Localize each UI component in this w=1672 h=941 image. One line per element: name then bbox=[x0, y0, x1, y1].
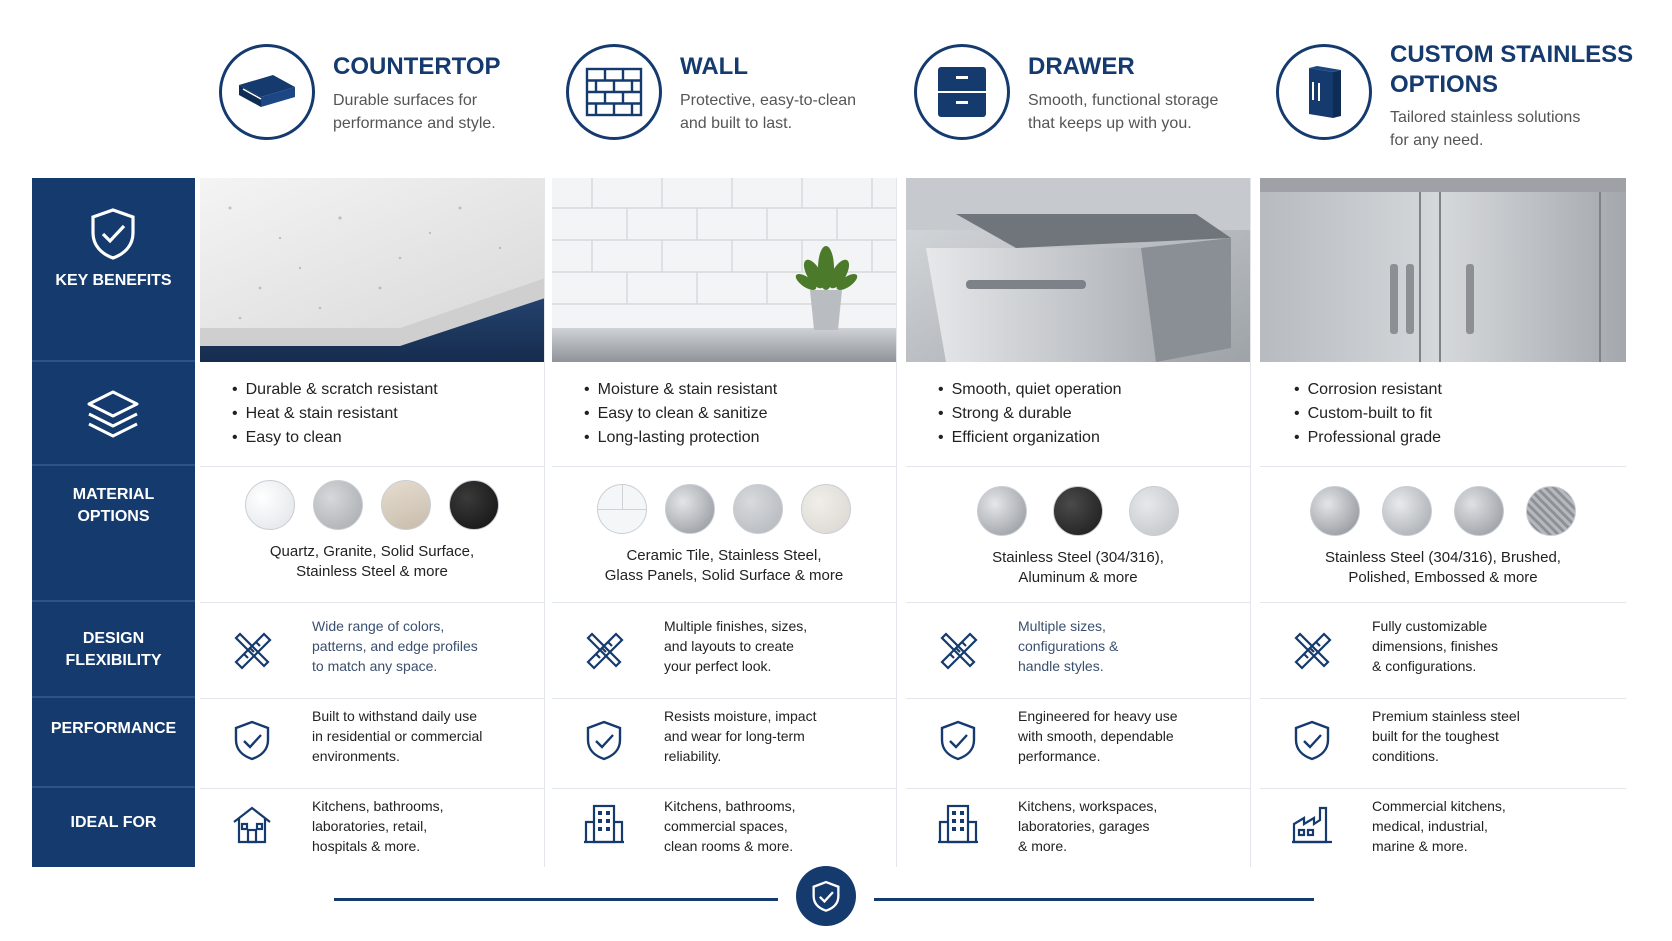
layers-icon bbox=[85, 386, 141, 442]
category-description: Protective, easy-to-clean and built to last. bbox=[680, 92, 857, 132]
design-text: Multiple finishes, sizes, and layouts to create your perfect look. bbox=[664, 618, 808, 674]
row-label-design-flexibility: DESIGN FLEXIBILITY bbox=[32, 602, 195, 698]
row-label-ideal-for: IDEAL FOR bbox=[70, 814, 157, 831]
shield-check-icon bbox=[230, 718, 274, 762]
swatch-glass-panel bbox=[733, 484, 783, 534]
list-item: • Strong & durable bbox=[938, 402, 1122, 426]
category-title: WALL bbox=[680, 53, 748, 80]
footer-shield-badge bbox=[796, 866, 856, 926]
swatch-stainless-black bbox=[449, 480, 499, 530]
benefits-list bbox=[584, 378, 777, 450]
building-icon bbox=[582, 802, 626, 846]
column-wall bbox=[552, 178, 897, 867]
ruler-pencil-icon bbox=[936, 628, 980, 672]
list-item: • Long-lasting protection bbox=[584, 426, 777, 450]
design-text: Wide range of colors, patterns, and edge profiles to match any space. bbox=[312, 618, 478, 674]
row-label-key-benefits: KEY BENEFITS bbox=[32, 178, 195, 362]
swatch-black-steel bbox=[1053, 486, 1103, 536]
column-drawer bbox=[906, 178, 1251, 867]
row-label-material-options: MATERIAL OPTIONS bbox=[32, 466, 195, 602]
material-description: Ceramic Tile, Stainless Steel, Glass Panels, Solid Surface & more bbox=[604, 547, 844, 584]
swatch-brushed bbox=[1382, 486, 1432, 536]
custom-stainless-photo bbox=[1260, 178, 1626, 362]
design-text: Multiple sizes, configurations & handle styles. bbox=[1018, 618, 1119, 674]
ruler-pencil-icon bbox=[230, 628, 274, 672]
list-item: • Efficient organization bbox=[938, 426, 1122, 450]
list-item: • Smooth, quiet operation bbox=[938, 378, 1122, 402]
list-item: • Heat & stain resistant bbox=[232, 402, 438, 426]
material-swatches bbox=[552, 484, 896, 534]
countertop-photo bbox=[200, 178, 544, 362]
swatch-solid-surface bbox=[801, 484, 851, 534]
category-title: DRAWER bbox=[1028, 53, 1135, 80]
shield-check-icon bbox=[582, 718, 626, 762]
row-label-performance: PERFORMANCE bbox=[32, 698, 195, 788]
drawer-cabinet-icon bbox=[914, 44, 1010, 140]
swatch-solid-surface bbox=[381, 480, 431, 530]
material-description: Quartz, Granite, Solid Surface, Stainless Steel & more bbox=[269, 543, 475, 580]
swatch-aluminum bbox=[1129, 486, 1179, 536]
shield-check-icon bbox=[87, 206, 139, 262]
brick-wall-icon bbox=[566, 44, 662, 140]
list-item: • Professional grade bbox=[1294, 426, 1442, 450]
ideal-for-text: Kitchens, workspaces, laboratories, garages & more. bbox=[1018, 798, 1158, 854]
drawer-photo bbox=[906, 178, 1250, 362]
list-item: • Custom-built to fit bbox=[1294, 402, 1442, 426]
ideal-for-text: Kitchens, bathrooms, commercial spaces, clean rooms & more. bbox=[664, 798, 796, 854]
category-description: Tailored stainless solutions for any need. bbox=[1390, 109, 1581, 149]
footer-divider-left bbox=[334, 898, 778, 901]
category-title: COUNTERTOP bbox=[333, 53, 501, 80]
shield-check-icon bbox=[936, 718, 980, 762]
design-text: Fully customizable dimensions, finishes & configurations. bbox=[1372, 618, 1499, 674]
swatch-granite bbox=[313, 480, 363, 530]
swatch-stainless-steel bbox=[1310, 486, 1360, 536]
column-countertop bbox=[200, 178, 545, 867]
ruler-pencil-icon bbox=[582, 628, 626, 672]
performance-text: Built to withstand daily use in residential or commercial environments. bbox=[312, 708, 483, 764]
list-item: • Durable & scratch resistant bbox=[232, 378, 438, 402]
ideal-for-text: Commercial kitchens, medical, industrial, marine & more. bbox=[1372, 798, 1506, 854]
cabinet-door-icon bbox=[1276, 44, 1372, 140]
material-swatches bbox=[200, 480, 544, 530]
row-label-sidebar bbox=[32, 178, 195, 867]
list-item: • Moisture & stain resistant bbox=[584, 378, 777, 402]
list-item: • Easy to clean bbox=[232, 426, 438, 450]
swatch-quartz bbox=[245, 480, 295, 530]
performance-text: Premium stainless steel built for the toughest conditions. bbox=[1372, 708, 1520, 764]
performance-text: Engineered for heavy use with smooth, dependable performance. bbox=[1018, 708, 1178, 764]
material-description: Stainless Steel (304/316), Aluminum & more bbox=[992, 549, 1164, 586]
ruler-pencil-icon bbox=[1290, 628, 1334, 672]
swatch-stainless-steel bbox=[977, 486, 1027, 536]
house-icon bbox=[230, 802, 274, 846]
performance-text: Resists moisture, impact and wear for long-term reliability. bbox=[664, 708, 817, 764]
row-label-benefits-list bbox=[32, 362, 195, 466]
shield-check-icon bbox=[809, 878, 843, 914]
list-item: • Corrosion resistant bbox=[1294, 378, 1442, 402]
category-title: CUSTOM STAINLESS OPTIONS bbox=[1390, 41, 1634, 98]
office-building-icon bbox=[936, 802, 980, 846]
swatch-ceramic-tile bbox=[597, 484, 647, 534]
material-swatches bbox=[906, 486, 1250, 536]
factory-icon bbox=[1290, 802, 1334, 846]
category-description: Smooth, functional storage that keeps up with you. bbox=[1028, 92, 1219, 132]
swatch-embossed bbox=[1526, 486, 1576, 536]
ideal-for-text: Kitchens, bathrooms, laboratories, retail, hospitals & more. bbox=[312, 798, 444, 854]
benefits-list bbox=[232, 378, 438, 450]
material-swatches bbox=[1260, 486, 1626, 536]
column-custom-stainless bbox=[1260, 178, 1626, 867]
category-description: Durable surfaces for performance and style. bbox=[333, 92, 496, 132]
footer-divider-right bbox=[874, 898, 1314, 901]
shield-check-icon bbox=[1290, 718, 1334, 762]
wall-photo bbox=[552, 178, 896, 362]
swatch-stainless-steel bbox=[665, 484, 715, 534]
material-description: Stainless Steel (304/316), Brushed, Polished, Embossed & more bbox=[1325, 549, 1561, 586]
benefits-list bbox=[1294, 378, 1442, 450]
swatch-polished bbox=[1454, 486, 1504, 536]
list-item: • Easy to clean & sanitize bbox=[584, 402, 777, 426]
countertop-slab-icon bbox=[219, 44, 315, 140]
benefits-list bbox=[938, 378, 1122, 450]
